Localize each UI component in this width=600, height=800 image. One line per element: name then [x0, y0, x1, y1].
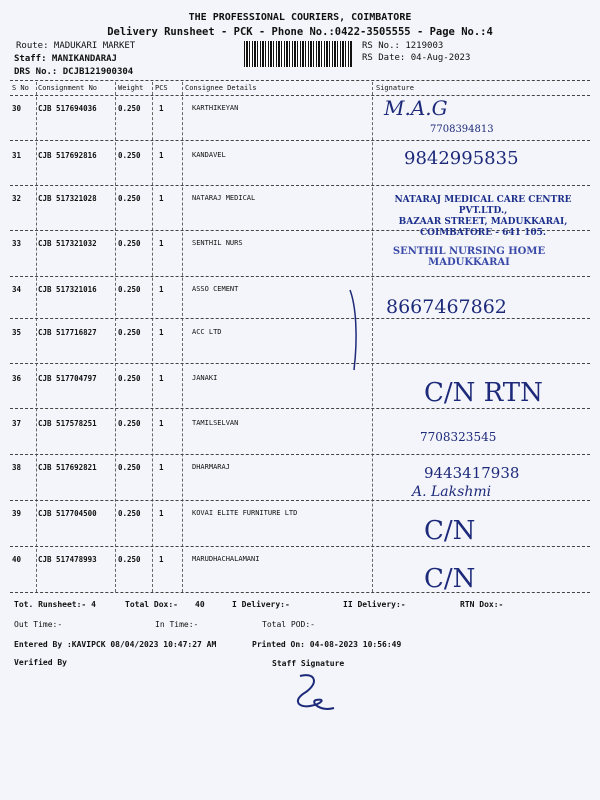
col-sep — [372, 82, 373, 592]
row-consignment: CJB 517321016 — [38, 285, 97, 294]
row-consignee: NATARAJ MEDICAL — [192, 194, 256, 202]
table-header-rule — [10, 95, 590, 96]
col-weight: Weight — [118, 84, 144, 92]
row-weight: 0.250 — [118, 104, 141, 113]
row-weight: 0.250 — [118, 285, 141, 294]
row-pcs: 1 — [159, 239, 164, 248]
row-weight: 0.250 — [118, 239, 141, 248]
stamp-line: BAZAAR STREET, MADUKKARAI, — [398, 217, 568, 227]
row-weight: 0.250 — [118, 509, 141, 518]
row-weight: 0.250 — [118, 419, 141, 428]
signature-31: 9842995835 — [404, 148, 519, 169]
stamp-line: MADUKKARAI — [428, 257, 510, 268]
signature-38: 9443417938 — [424, 464, 520, 482]
signature-36: C/N RTN — [424, 378, 543, 408]
company-title: THE PROFESSIONAL COURIERS, COIMBATORE — [188, 12, 412, 23]
row-rule — [10, 546, 590, 547]
total-pod: Total POD:- — [262, 620, 315, 629]
staff-signature-scribble — [280, 668, 340, 716]
table-top-rule — [10, 80, 590, 81]
col-sep — [115, 82, 116, 592]
row-sno: 35 — [12, 328, 22, 337]
route-label: Route: MADUKARI MARKET — [16, 41, 136, 51]
row-consignment: CJB 517692821 — [38, 463, 97, 472]
row-sno: 34 — [12, 285, 22, 294]
nataraj-stamp — [376, 195, 590, 239]
senthil-stamp — [384, 246, 554, 268]
row-rule — [10, 140, 590, 141]
row-sno: 40 — [12, 555, 22, 564]
row-sno: 30 — [12, 104, 22, 113]
row-consignment: CJB 517704500 — [38, 509, 97, 518]
row-weight: 0.250 — [118, 374, 141, 383]
row-consignment: CJB 517321028 — [38, 194, 97, 203]
row-pcs: 1 — [159, 285, 164, 294]
col-signature: Signature — [376, 84, 414, 92]
row-consignee: MARUDHACHALAMANI — [192, 555, 260, 563]
row-consignment: CJB 517321032 — [38, 239, 97, 248]
row-sno: 37 — [12, 419, 22, 428]
row-weight: 0.250 — [118, 555, 141, 564]
total-dox: Total Dox:- — [125, 600, 178, 609]
row-weight: 0.250 — [118, 151, 141, 160]
row-consignee: ASSO CEMENT — [192, 285, 239, 293]
row-rule — [10, 500, 590, 501]
row-consignment: CJB 517704797 — [38, 374, 97, 383]
stamp-line: SENTHIL NURSING HOME — [392, 246, 546, 257]
signature-38-name: A. Lakshmi — [412, 484, 492, 500]
rtn-dox: RTN Dox:- — [460, 600, 504, 609]
col-sep — [152, 82, 153, 592]
row-pcs: 1 — [159, 374, 164, 383]
row-consignee: SENTHIL NURS — [192, 239, 243, 247]
row-sno: 33 — [12, 239, 22, 248]
row-rule — [10, 276, 590, 277]
rs-date: RS Date: 04-Aug-2023 — [362, 53, 471, 63]
runsheet-subtitle: Delivery Runsheet - PCK - Phone No.:0422-3505555 - Page No.:4 — [107, 26, 493, 38]
row-pcs: 1 — [159, 104, 164, 113]
row-sno: 39 — [12, 509, 22, 518]
row-consignment: CJB 517478993 — [38, 555, 97, 564]
row-pcs: 1 — [159, 463, 164, 472]
row-sno: 32 — [12, 194, 22, 203]
handwritten-bracket — [344, 286, 364, 376]
row-consignee: DHARMARAJ — [192, 463, 230, 471]
row-rule — [10, 454, 590, 455]
row-pcs: 1 — [159, 419, 164, 428]
row-consignee: KARTHIKEYAN — [192, 104, 239, 112]
out-time: Out Time:- — [14, 620, 63, 629]
staff-signature-label: Staff Signature — [272, 659, 345, 668]
col-sep — [182, 82, 183, 592]
signature-30: M.A.G — [384, 96, 448, 120]
row-pcs: 1 — [159, 151, 164, 160]
row-rule — [10, 318, 590, 319]
row-weight: 0.250 — [118, 328, 141, 337]
stamp-line: NATARAJ MEDICAL CARE CENTRE PVT.LTD., — [394, 195, 572, 216]
row-pcs: 1 — [159, 555, 164, 564]
ii-delivery: II Delivery:- — [343, 600, 406, 609]
row-rule — [10, 408, 590, 409]
col-pcs: PCS — [155, 84, 168, 92]
table-bottom-rule — [10, 592, 590, 593]
row-pcs: 1 — [159, 328, 164, 337]
row-consignment: CJB 517578251 — [38, 419, 97, 428]
signature-40: C/N — [424, 564, 476, 594]
printed-on: Printed On: 04-08-2023 10:56:49 — [252, 640, 402, 649]
row-weight: 0.250 — [118, 194, 141, 203]
in-time: In Time:- — [155, 620, 199, 629]
row-consignee: TAMILSELVAN — [192, 419, 239, 427]
col-consignment: Consignment No — [38, 84, 98, 92]
row-rule — [10, 363, 590, 364]
row-sno: 31 — [12, 151, 22, 160]
barcode — [244, 41, 352, 67]
signature-34: 8667467862 — [386, 296, 507, 318]
row-pcs: 1 — [159, 194, 164, 203]
row-weight: 0.250 — [118, 463, 141, 472]
row-consignment: CJB 517692816 — [38, 151, 97, 160]
row-consignee: KOVAI ELITE FURNITURE LTD — [192, 509, 298, 517]
col-sno: S No — [12, 84, 29, 92]
row-consignment: CJB 517716827 — [38, 328, 97, 337]
col-sep — [36, 82, 37, 592]
stamp-line: COIMBATORE - 641 105. — [420, 228, 546, 238]
row-sno: 36 — [12, 374, 22, 383]
rs-number: RS No.: 1219003 — [362, 41, 444, 51]
i-delivery: I Delivery:- — [232, 600, 290, 609]
signature-30-phone: 7708394813 — [430, 124, 494, 135]
row-consignee: KANDAVEL — [192, 151, 226, 159]
signature-37-phone: 7708323545 — [420, 430, 497, 444]
col-consignee: Consignee Details — [185, 84, 257, 92]
entered-by: Entered By :KAVIPCK 08/04/2023 10:47:27 AM — [14, 640, 217, 649]
row-pcs: 1 — [159, 509, 164, 518]
row-consignee: JANAKI — [192, 374, 218, 382]
drs-number: DRS No.: DCJB121900304 — [14, 67, 134, 77]
staff-label: Staff: MANIKANDARAJ — [14, 54, 117, 64]
row-consignment: CJB 517694036 — [38, 104, 97, 113]
row-rule — [10, 185, 590, 186]
verified-by: Verified By — [14, 658, 67, 667]
row-consignee: ACC LTD — [192, 328, 222, 336]
row-sno: 38 — [12, 463, 22, 472]
total-dox-value: 40 — [195, 600, 205, 609]
signature-39: C/N — [424, 516, 476, 546]
tot-runsheet: Tot. Runsheet:- 4 — [14, 600, 96, 609]
